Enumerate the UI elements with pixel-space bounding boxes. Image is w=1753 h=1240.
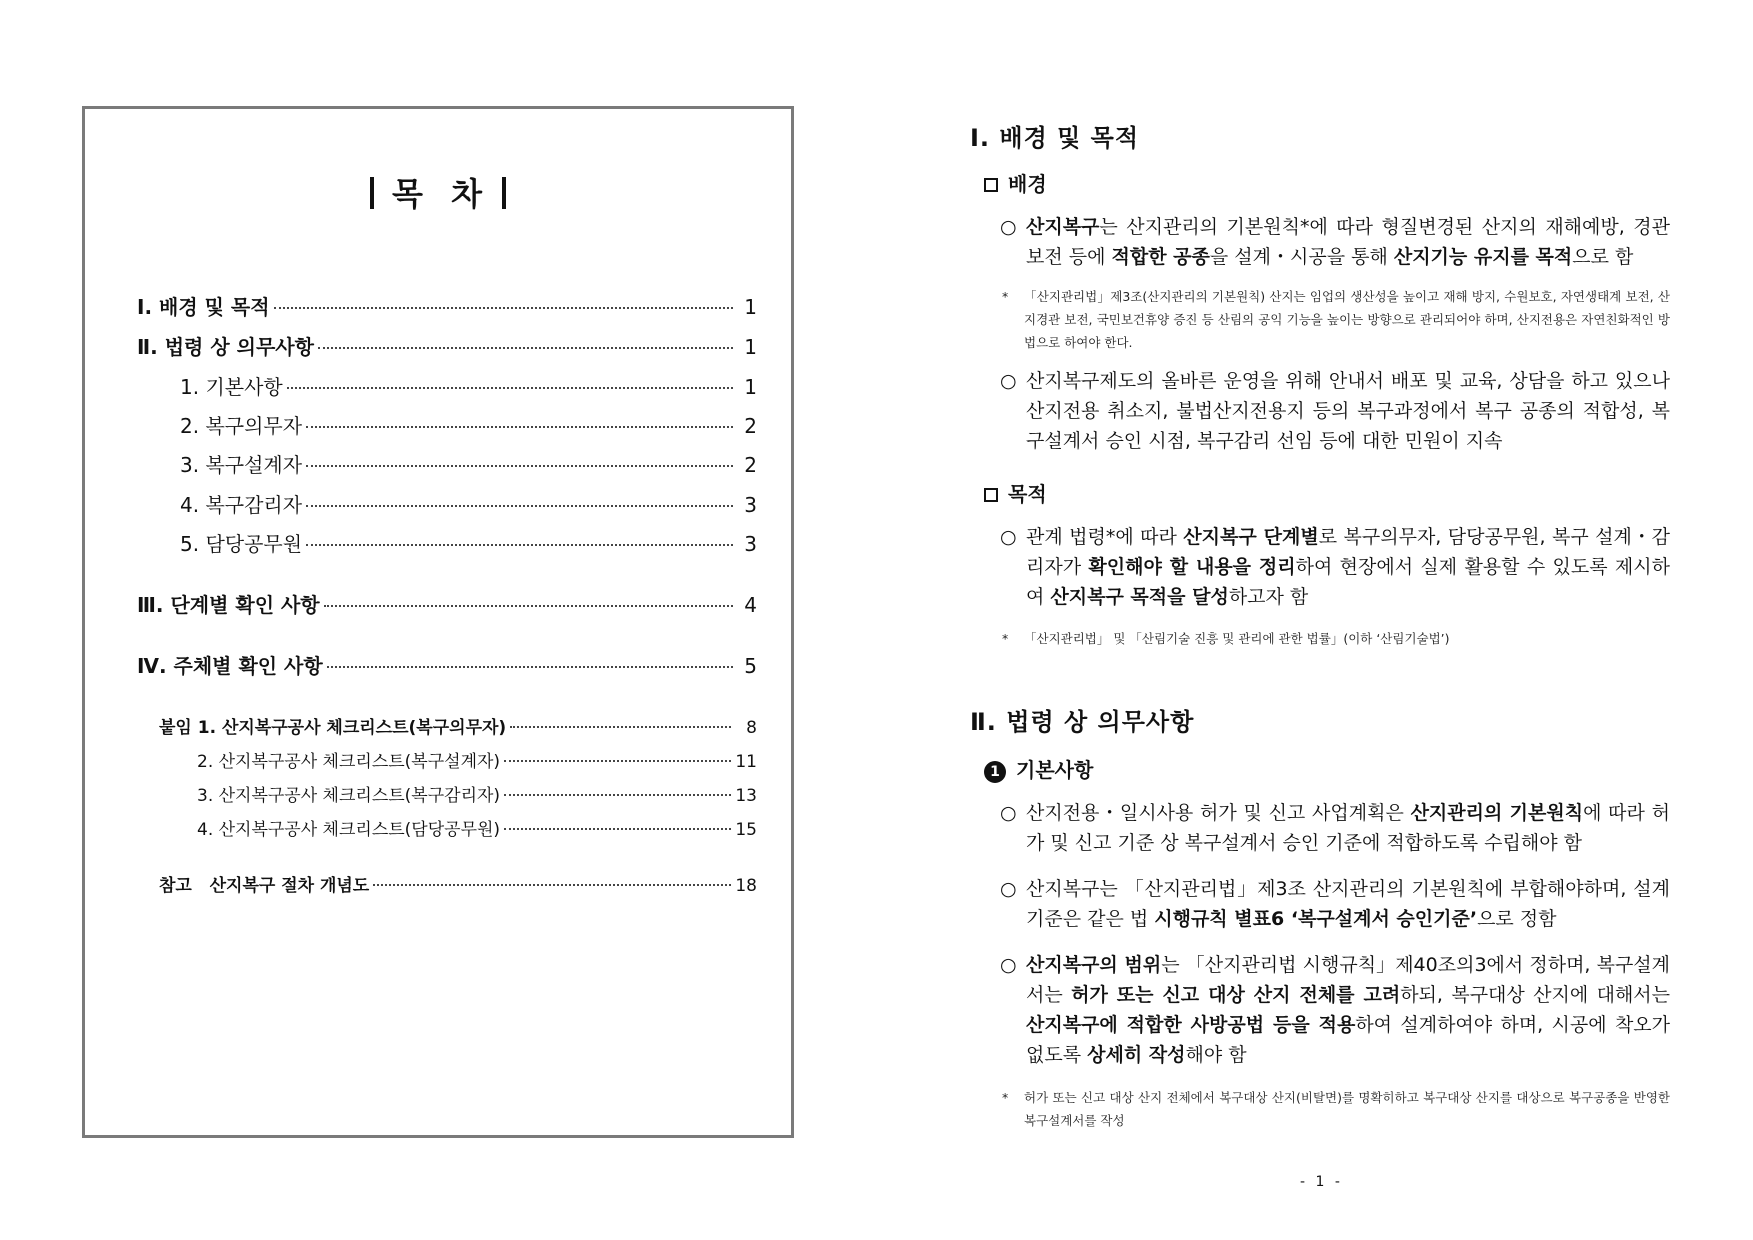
toc-entry-page: 11	[735, 752, 757, 772]
toc-entry-label: 참고 산지복구 절차 개념도	[159, 876, 370, 896]
plain-text: 로 복구의무자, 담당공무원, 복구 설계・감리자가	[1026, 526, 1670, 578]
bold-text: 산지복구에 적합한 사방공법 등을 적용	[1026, 1014, 1356, 1036]
toc-entry-label: 3. 산지복구공사 체크리스트(복구감리자)	[197, 786, 501, 806]
footnote-text: 「산지관리법」 및 「산림기술 진흥 및 관리에 관한 법률」(이하 ‘산림기술법’)	[1024, 631, 1450, 646]
toc-entry-label: 5. 담당공무원	[180, 532, 303, 556]
toc-entry-section-2[interactable]	[137, 331, 757, 360]
leader-dots	[318, 347, 733, 349]
plain-text: 으로 정함	[1477, 908, 1557, 930]
toc-entry-page: 2	[744, 414, 757, 438]
toc-entry-obligor[interactable]	[180, 410, 757, 439]
toc-entry-page: 2	[744, 453, 757, 477]
leader-dots	[504, 794, 731, 796]
toc-attachment-3[interactable]	[197, 781, 757, 806]
background-footnote	[1002, 285, 1670, 354]
section-2-title: Ⅱ. 법령 상 의무사항	[970, 708, 1195, 736]
bold-text: 시행규칙 별표6 ‘복구설계서 승인기준’	[1154, 908, 1478, 930]
basic-paragraph-3	[1000, 950, 1670, 1070]
asterisk-marker: *	[1002, 289, 1009, 304]
bold-text: 산지복구 단계별	[1183, 526, 1319, 548]
bold-text: 확인해야 할 내용을 정리	[1088, 556, 1296, 578]
bold-text: 산지관리의 기본원칙	[1410, 802, 1584, 824]
toc-entry-page: 4	[744, 593, 757, 617]
basic-footnote	[1002, 1086, 1670, 1132]
basic-paragraph-1	[1000, 798, 1670, 858]
toc-title	[85, 169, 791, 215]
toc-box	[82, 106, 794, 1138]
basic-heading-text: 기본사항	[1016, 758, 1094, 782]
bold-text: 산지기능 유지를 목적	[1393, 246, 1573, 268]
plain-text: 으로 함	[1572, 246, 1634, 268]
toc-title-text: 목 차	[391, 175, 485, 213]
footnote-text: 「산지관리법」제3조(산지관리의 기본원칙) 산지는 임업의 생산성을 높이고 재해 방지, 수원보호, 자연생태계 보전, 산지경관 보전, 국민보건휴양 증진 등 산림의 공익 기능을 높이는 방향으로 관리되어야 하며, 산지전용은 자연친화적인 방법으로 하여야 한다.	[1024, 289, 1670, 350]
toc-entry-page: 15	[735, 820, 757, 840]
toc-entry-official[interactable]	[180, 528, 757, 557]
plain-text: 을 설계・시공을 통해	[1209, 246, 1394, 268]
leader-dots	[373, 884, 731, 886]
toc-entry-section-1[interactable]	[137, 291, 757, 320]
toc-entry-page: 1	[744, 375, 757, 399]
toc-entry-section-4[interactable]	[137, 650, 757, 679]
background-heading-text: 배경	[1008, 172, 1047, 196]
circle-bullet-icon: ○	[1000, 526, 1017, 548]
leader-dots	[306, 505, 733, 507]
square-bullet-icon	[984, 178, 998, 192]
plain-text: 하여 현장에서 실제 활용할 수 있도록 제시하여	[1026, 556, 1670, 608]
title-bar-right	[502, 177, 506, 209]
toc-entry-label: 3. 복구설계자	[180, 453, 303, 477]
leader-dots	[504, 760, 731, 762]
circle-bullet-icon: ○	[1000, 370, 1017, 392]
toc-entry-label: 2. 산지복구공사 체크리스트(복구설계자)	[197, 752, 501, 772]
toc-entry-label: Ⅳ. 주체별 확인 사항	[137, 654, 323, 678]
square-bullet-icon	[984, 488, 998, 502]
purpose-heading-text: 목적	[1008, 482, 1047, 506]
toc-entry-label: Ⅲ. 단계별 확인 사항	[137, 593, 320, 617]
toc-entry-supervisor[interactable]	[180, 489, 757, 518]
toc-entry-page: 13	[735, 786, 757, 806]
toc-entry-label: Ⅰ. 배경 및 목적	[137, 295, 270, 319]
leader-dots	[287, 387, 733, 389]
toc-entry-label: 4. 산지복구공사 체크리스트(담당공무원)	[197, 820, 501, 840]
plain-text: 하고자 함	[1228, 586, 1309, 608]
plain-text: 해야 함	[1185, 1044, 1247, 1066]
background-heading	[984, 168, 1047, 197]
toc-entry-page: 3	[744, 532, 757, 556]
leader-dots	[324, 605, 733, 607]
leader-dots	[306, 465, 733, 467]
title-bar-left	[370, 177, 374, 209]
toc-entry-label: 2. 복구의무자	[180, 414, 303, 438]
toc-entry-designer[interactable]	[180, 449, 757, 478]
toc-attachment-4[interactable]	[197, 815, 757, 840]
circle-bullet-icon: ○	[1000, 802, 1017, 824]
leader-dots	[504, 828, 731, 830]
plain-text: 는 산지관리의 기본원칙*에 따라 형질변경된 산지의 재해예방, 경관 보전 등에	[1026, 216, 1670, 268]
plain-text: 는 「산지관리법 시행규칙」제40조의3에서 정하며, 복구설계서는	[1026, 954, 1671, 1006]
plain-text: 산지전용・일시사용 허가 및 신고 사업계획은	[1026, 802, 1411, 824]
footnote-text: 허가 또는 신고 대상 산지 전체에서 복구대상 산지(비탈면)를 명확히하고 복구대상 산지를 대상으로 복구공종을 반영한 복구설계서를 작성	[1024, 1090, 1670, 1128]
toc-entry-section-3[interactable]	[137, 589, 757, 618]
toc-entry-label: 4. 복구감리자	[180, 493, 303, 517]
circle-bullet-icon: ○	[1000, 216, 1017, 238]
bold-text: 산지복구의 범위	[1026, 954, 1162, 976]
circle-bullet-icon: ○	[1000, 878, 1017, 900]
leader-dots	[327, 666, 733, 668]
toc-entry-page: 1	[744, 335, 757, 359]
leader-dots	[306, 544, 733, 546]
page-number: - 1 -	[1300, 1174, 1343, 1190]
toc-entry-basic[interactable]	[180, 371, 757, 400]
plain-text: 하되, 복구대상 산지에 대해서는	[1400, 984, 1671, 1006]
bold-text: 산지복구	[1026, 216, 1100, 238]
purpose-paragraph-1	[1000, 522, 1670, 612]
toc-entry-label: 1. 기본사항	[180, 375, 283, 399]
section-1-title: Ⅰ. 배경 및 목적	[970, 124, 1140, 152]
toc-entry-page: 8	[746, 718, 757, 738]
toc-attachment-2[interactable]	[197, 747, 757, 772]
purpose-heading	[984, 478, 1047, 507]
plain-text: 하여 설계하여야 하며, 시공에 착오가 없도록	[1026, 1014, 1671, 1066]
purpose-footnote	[1002, 627, 1670, 650]
plain-text: 에 따라 허가 및 신고 기준 상 복구설계서 승인 기준에 적합하도록 수립해야 함	[1026, 802, 1670, 854]
plain-text: 관계 법령*에 따라	[1026, 526, 1184, 548]
toc-entry-label: 붙임 1. 산지복구공사 체크리스트(복구의무자)	[159, 718, 507, 738]
asterisk-marker: *	[1002, 631, 1009, 646]
number-circle-icon: 1	[984, 761, 1006, 783]
bold-text: 적합한 공종	[1111, 246, 1210, 268]
leader-dots	[306, 426, 733, 428]
toc-entry-page: 5	[744, 654, 757, 678]
bold-text: 허가 또는 신고 대상 산지 전체를 고려	[1071, 984, 1401, 1006]
bold-text: 산지복구 목적을 달성	[1050, 586, 1229, 608]
body-page	[960, 0, 1680, 1240]
toc-entry-page: 3	[744, 493, 757, 517]
leader-dots	[274, 307, 733, 309]
toc-reference[interactable]	[159, 871, 757, 896]
basic-paragraph-2	[1000, 874, 1670, 934]
paragraph-text: 산지복구제도의 올바른 운영을 위해 안내서 배포 및 교육, 상담을 하고 있으나 산지전용 취소지, 불법산지전용지 등의 복구과정에서 복구 공종의 적합성, 복구설계서 승인 시점, 복구감리 선임 등에 대한 민원이 지속	[1026, 370, 1670, 452]
bold-text: 상세히 작성	[1087, 1044, 1186, 1066]
background-paragraph-2	[1000, 366, 1670, 456]
toc-entry-page: 18	[735, 876, 757, 896]
asterisk-marker: *	[1002, 1090, 1009, 1105]
leader-dots	[510, 726, 731, 728]
toc-entry-label: Ⅱ. 법령 상 의무사항	[137, 335, 314, 359]
background-paragraph-1	[1000, 212, 1670, 272]
plain-text: 산지복구는 「산지관리법」제3조 산지관리의 기본원칙에 부합해야하며, 설계기준은 같은 법	[1026, 878, 1670, 930]
toc-attachment-1[interactable]	[159, 713, 757, 738]
toc-entry-page: 1	[744, 295, 757, 319]
circle-bullet-icon: ○	[1000, 954, 1017, 976]
basic-heading	[984, 754, 1093, 783]
